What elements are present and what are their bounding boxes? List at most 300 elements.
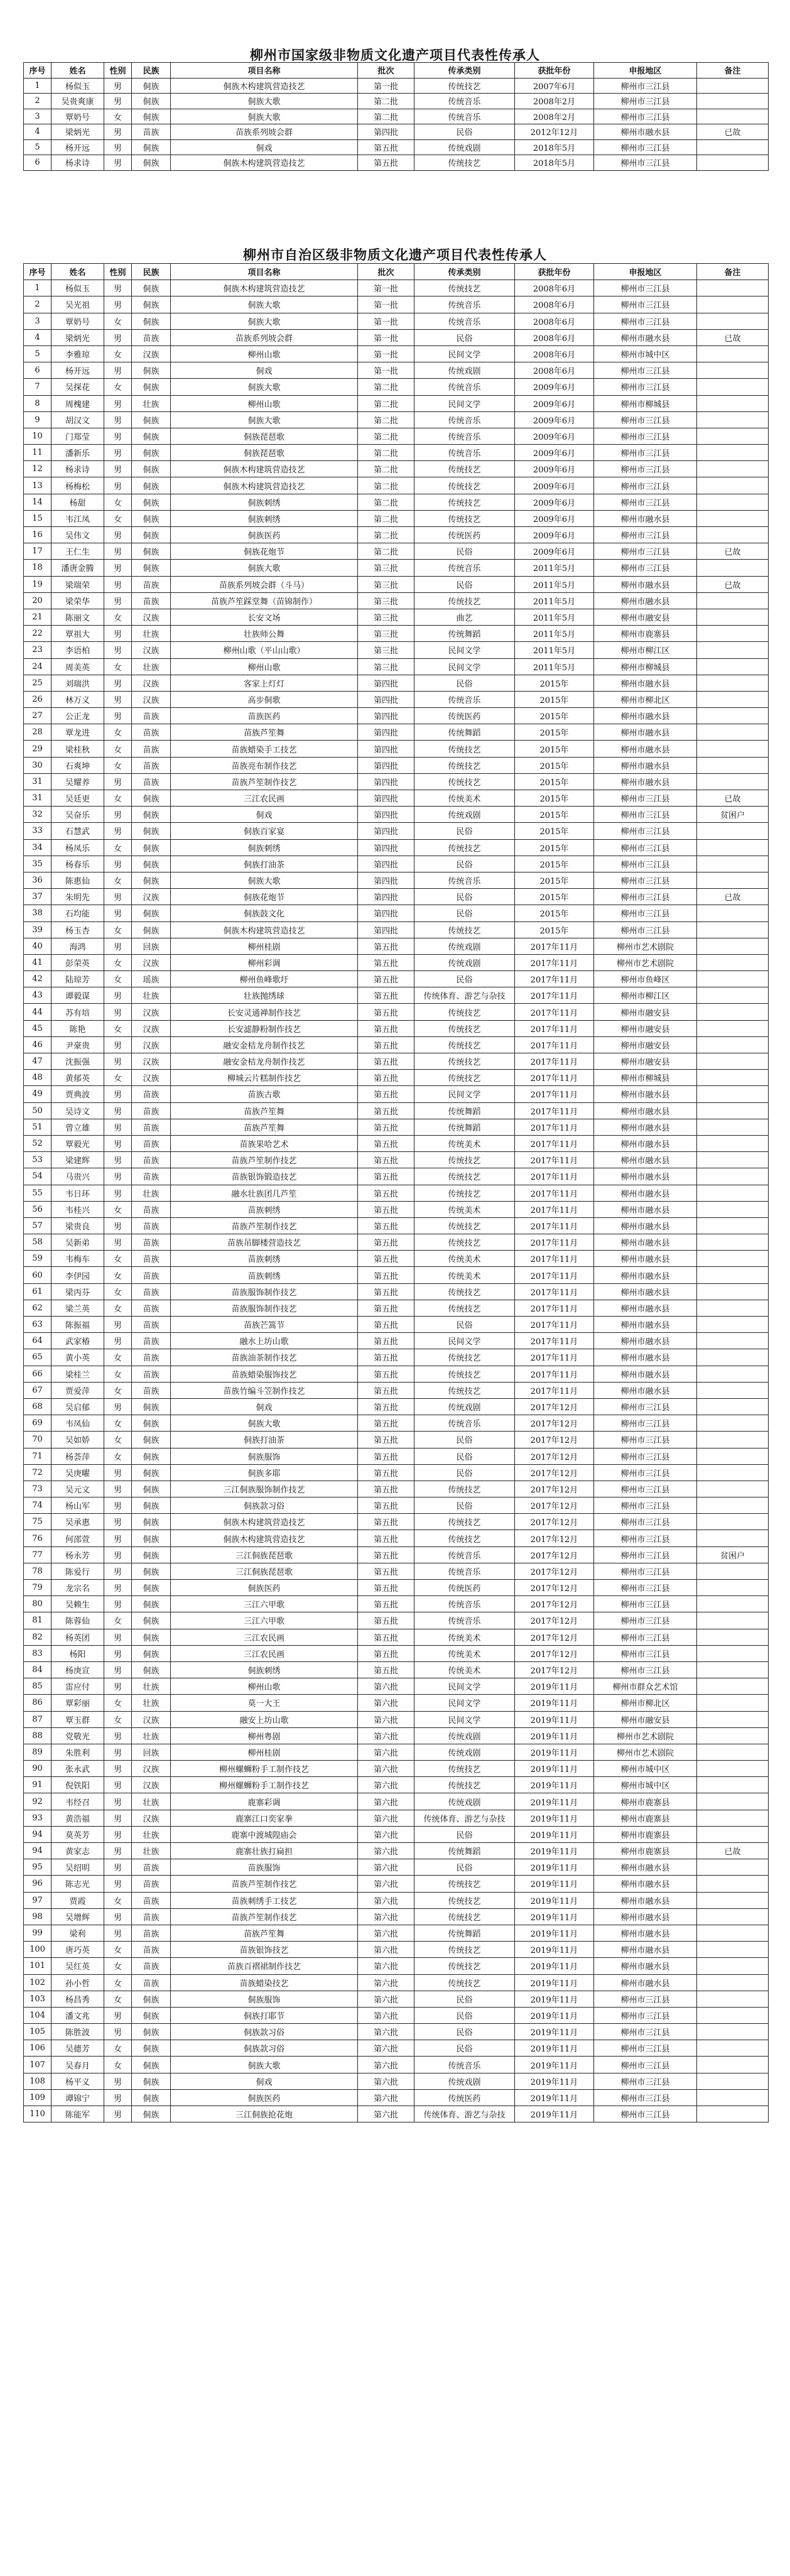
cell-index: 43 [24, 987, 51, 1004]
cell-project: 鹿寨壮族打扁担 [171, 1843, 358, 1859]
table-row [24, 592, 769, 609]
column-header-category: 传承类别 [414, 264, 515, 280]
cell-ethnicity: 壮族 [132, 1793, 171, 1810]
cell-project: 侗戏 [171, 1398, 358, 1415]
cell-year: 2017年11月 [515, 1119, 594, 1135]
cell-gender: 男 [104, 1810, 132, 1826]
cell-remark [697, 1366, 769, 1382]
cell-project: 苗族刺绣 [171, 1251, 358, 1267]
cell-name: 覃玉群 [51, 1711, 104, 1727]
cell-remark [697, 1217, 769, 1234]
cell-name: 李伊园 [51, 1267, 104, 1283]
cell-year: 2011年5月 [515, 642, 594, 658]
cell-region: 柳州市柳北区 [594, 691, 697, 707]
cell-batch: 第二批 [358, 445, 414, 461]
cell-remark [697, 1185, 769, 1201]
cell-name: 陈能军 [51, 2106, 104, 2122]
cell-region: 柳州市三江县 [594, 78, 697, 94]
cell-ethnicity: 苗族 [132, 576, 171, 592]
cell-year: 2019年11月 [515, 1876, 594, 1892]
column-header-index: 序号 [24, 264, 51, 280]
cell-ethnicity: 回族 [132, 1744, 171, 1760]
cell-remark [697, 1974, 769, 1991]
cell-project: 苗族系列坡会群 [171, 329, 358, 345]
cell-remark [697, 1810, 769, 1826]
cell-region: 柳州市融安县 [594, 1711, 697, 1727]
cell-ethnicity: 苗族 [132, 1283, 171, 1300]
cell-ethnicity: 侗族 [132, 1481, 171, 1497]
cell-batch: 第四批 [358, 741, 414, 757]
cell-region: 柳州市融水县 [594, 1201, 697, 1217]
cell-year: 2017年12月 [515, 1464, 594, 1481]
cell-remark [697, 280, 769, 296]
cell-name: 曾立雄 [51, 1119, 104, 1135]
cell-region: 柳州市群众艺术馆 [594, 1678, 697, 1695]
table-row [24, 1317, 769, 1333]
cell-ethnicity: 苗族 [132, 773, 171, 790]
cell-gender: 女 [104, 1432, 132, 1448]
cell-region: 柳州市柳城县 [594, 1070, 697, 1086]
table-row [24, 527, 769, 543]
cell-name: 杨似玉 [51, 78, 104, 94]
cell-ethnicity: 壮族 [132, 1678, 171, 1695]
cell-name: 林万义 [51, 691, 104, 707]
cell-category: 传统技艺 [414, 1942, 515, 1958]
cell-remark [697, 1251, 769, 1267]
cell-gender: 男 [104, 1234, 132, 1251]
cell-index: 97 [24, 1892, 51, 1908]
cell-gender: 男 [104, 807, 132, 823]
cell-batch: 第五批 [358, 1645, 414, 1661]
cell-remark [697, 1793, 769, 1810]
cell-batch: 第六批 [358, 1908, 414, 1925]
cell-year: 2018年5月 [515, 155, 594, 171]
cell-region: 柳州市三江县 [594, 1530, 697, 1546]
cell-name: 潘唐金腾 [51, 560, 104, 576]
cell-category: 传统医药 [414, 708, 515, 724]
cell-remark [697, 938, 769, 954]
table-row [24, 691, 769, 707]
cell-gender: 男 [104, 889, 132, 905]
cell-remark [697, 1349, 769, 1366]
cell-gender: 男 [104, 1168, 132, 1185]
cell-gender: 女 [104, 2057, 132, 2073]
cell-project: 柳州山歌 [171, 1678, 358, 1695]
cell-name: 吴元文 [51, 1481, 104, 1497]
table-header-row [24, 63, 769, 79]
cell-category: 传统技艺 [414, 1300, 515, 1316]
cell-gender: 女 [104, 1612, 132, 1629]
cell-category: 传统戏剧 [414, 938, 515, 954]
cell-category: 民俗 [414, 856, 515, 872]
cell-batch: 第五批 [358, 1464, 414, 1481]
cell-index: 38 [24, 905, 51, 921]
cell-gender: 男 [104, 1036, 132, 1053]
table-row [24, 1661, 769, 1678]
cell-region: 柳州市三江县 [594, 1612, 697, 1629]
cell-index: 81 [24, 1612, 51, 1629]
cell-year: 2007年6月 [515, 78, 594, 94]
cell-region: 柳州市三江县 [594, 1464, 697, 1481]
cell-gender: 男 [104, 1317, 132, 1333]
cell-ethnicity: 苗族 [132, 708, 171, 724]
cell-index: 26 [24, 691, 51, 707]
cell-remark [697, 1398, 769, 1415]
cell-gender: 女 [104, 1942, 132, 1958]
cell-batch: 第五批 [358, 1333, 414, 1349]
cell-category: 传统医药 [414, 2089, 515, 2106]
cell-index: 14 [24, 494, 51, 510]
cell-name: 杨开远 [51, 139, 104, 155]
table-row [24, 1432, 769, 1448]
cell-region: 柳州市柳城县 [594, 395, 697, 411]
cell-name: 陈艳 [51, 1020, 104, 1036]
cell-index: 41 [24, 954, 51, 970]
cell-remark [697, 1596, 769, 1612]
cell-category: 传统技艺 [414, 1382, 515, 1398]
cell-ethnicity: 侗族 [132, 445, 171, 461]
cell-ethnicity: 侗族 [132, 2024, 171, 2040]
cell-remark [697, 1744, 769, 1760]
cell-batch: 第五批 [358, 1366, 414, 1382]
cell-region: 柳州市艺术剧院 [594, 954, 697, 970]
cell-project: 融水上坊山歌 [171, 1333, 358, 1349]
cell-gender: 男 [104, 139, 132, 155]
cell-remark [697, 2106, 769, 2122]
table-row [24, 1398, 769, 1415]
cell-region: 柳州市融水县 [594, 773, 697, 790]
cell-category: 传统技艺 [414, 1908, 515, 1925]
cell-batch: 第一批 [358, 329, 414, 345]
cell-name: 潘新乐 [51, 445, 104, 461]
cell-category: 民俗 [414, 889, 515, 905]
cell-year: 2019年11月 [515, 1695, 594, 1711]
table-row [24, 543, 769, 560]
cell-region: 柳州市融水县 [594, 1333, 697, 1349]
cell-index: 54 [24, 1168, 51, 1185]
table-row [24, 411, 769, 428]
cell-gender: 男 [104, 1925, 132, 1941]
cell-ethnicity: 壮族 [132, 658, 171, 675]
cell-remark [697, 1300, 769, 1316]
cell-year: 2017年11月 [515, 1234, 594, 1251]
cell-batch: 第五批 [358, 1152, 414, 1168]
cell-category: 传统音乐 [414, 1612, 515, 1629]
cell-category: 民俗 [414, 971, 515, 987]
cell-name: 谭毅谋 [51, 987, 104, 1004]
cell-year: 2015年 [515, 757, 594, 773]
table-row [24, 477, 769, 494]
cell-index: 47 [24, 1053, 51, 1070]
cell-name: 梁利 [51, 1925, 104, 1941]
cell-category: 传统技艺 [414, 1004, 515, 1020]
cell-name: 杨凤乐 [51, 839, 104, 856]
cell-category: 民俗 [414, 1317, 515, 1333]
cell-index: 78 [24, 1563, 51, 1579]
cell-batch: 第二批 [358, 494, 414, 510]
cell-name: 吴庚曜 [51, 1464, 104, 1481]
cell-index: 53 [24, 1152, 51, 1168]
cell-region: 柳州市鹿寨县 [594, 626, 697, 642]
table-row [24, 1711, 769, 1727]
cell-ethnicity: 苗族 [132, 124, 171, 140]
cell-project: 柳州粤剧 [171, 1727, 358, 1744]
cell-region: 柳州市三江县 [594, 560, 697, 576]
cell-year: 2015年 [515, 691, 594, 707]
table-row [24, 1810, 769, 1826]
cell-year: 2017年12月 [515, 1580, 594, 1596]
cell-gender: 女 [104, 1349, 132, 1366]
cell-remark [697, 1004, 769, 1020]
cell-gender: 男 [104, 155, 132, 171]
cell-project: 侗族款习俗 [171, 1497, 358, 1514]
cell-year: 2019年11月 [515, 1974, 594, 1991]
table-row [24, 1053, 769, 1070]
cell-ethnicity: 苗族 [132, 1201, 171, 1217]
cell-index: 56 [24, 1201, 51, 1217]
cell-region: 柳州市融安县 [594, 1053, 697, 1070]
cell-name: 苏有培 [51, 1004, 104, 1020]
cell-ethnicity: 侗族 [132, 1464, 171, 1481]
cell-year: 2009年6月 [515, 379, 594, 395]
cell-ethnicity: 侗族 [132, 1415, 171, 1432]
cell-batch: 第四批 [358, 675, 414, 691]
cell-gender: 女 [104, 2040, 132, 2057]
cell-remark [697, 1612, 769, 1629]
cell-project: 三江侗族琵琶歌 [171, 1546, 358, 1563]
cell-project: 侗戏 [171, 807, 358, 823]
cell-batch: 第五批 [358, 1497, 414, 1514]
cell-name: 韦凤仙 [51, 1415, 104, 1432]
cell-ethnicity: 苗族 [132, 1267, 171, 1283]
cell-category: 传统美术 [414, 1661, 515, 1678]
cell-batch: 第五批 [358, 1135, 414, 1151]
cell-year: 2017年11月 [515, 1020, 594, 1036]
cell-project: 三江侗族抢花炮 [171, 2106, 358, 2122]
cell-region: 柳州市三江县 [594, 2057, 697, 2073]
cell-category: 传统美术 [414, 1629, 515, 1645]
cell-project: 苗族芦笙制作技艺 [171, 1908, 358, 1925]
cell-batch: 第五批 [358, 1317, 414, 1333]
cell-name: 石爽坤 [51, 757, 104, 773]
cell-region: 柳州市融水县 [594, 576, 697, 592]
cell-gender: 女 [104, 1892, 132, 1908]
cell-region: 柳州市融水县 [594, 1135, 697, 1151]
cell-name: 门郑莹 [51, 428, 104, 444]
table-row [24, 1349, 769, 1366]
cell-project: 侗族服饰 [171, 1991, 358, 2007]
cell-gender: 男 [104, 626, 132, 642]
cell-year: 2019年11月 [515, 1942, 594, 1958]
cell-gender: 女 [104, 1070, 132, 1086]
cell-region: 柳州市融水县 [594, 1267, 697, 1283]
cell-batch: 第五批 [358, 1267, 414, 1283]
cell-region: 柳州市融水县 [594, 1168, 697, 1185]
cell-category: 民间文学 [414, 1678, 515, 1695]
cell-remark [697, 971, 769, 987]
cell-category: 传统音乐 [414, 411, 515, 428]
table-row [24, 1036, 769, 1053]
table-row [24, 1761, 769, 1777]
cell-year: 2009年6月 [515, 510, 594, 526]
table-row [24, 2106, 769, 2122]
cell-index: 55 [24, 1185, 51, 1201]
cell-gender: 女 [104, 345, 132, 362]
cell-name: 覃祖大 [51, 626, 104, 642]
cell-remark [697, 1530, 769, 1546]
cell-year: 2017年11月 [515, 1086, 594, 1102]
cell-index: 92 [24, 1793, 51, 1810]
cell-project: 苗族芦笙制作技艺 [171, 1217, 358, 1234]
cell-gender: 男 [104, 1678, 132, 1695]
cell-category: 传统技艺 [414, 1217, 515, 1234]
cell-remark [697, 773, 769, 790]
cell-year: 2017年11月 [515, 1152, 594, 1168]
cell-remark [697, 1645, 769, 1661]
cell-index: 106 [24, 2040, 51, 2057]
cell-index: 30 [24, 757, 51, 773]
cell-remark [697, 741, 769, 757]
cell-batch: 第六批 [358, 2024, 414, 2040]
cell-project: 侗族打油茶 [171, 856, 358, 872]
cell-category: 传统技艺 [414, 1892, 515, 1908]
cell-year: 2009年6月 [515, 543, 594, 560]
cell-region: 柳州市三江县 [594, 1398, 697, 1415]
cell-project: 柳州鱼峰歌圩 [171, 971, 358, 987]
cell-name: 孙小哲 [51, 1974, 104, 1991]
cell-name: 尹豪贵 [51, 1036, 104, 1053]
cell-project: 苗族蜡染服饰技艺 [171, 1366, 358, 1382]
cell-name: 杨荟萍 [51, 1448, 104, 1464]
cell-gender: 男 [104, 445, 132, 461]
cell-category: 传统音乐 [414, 94, 515, 109]
table-row [24, 362, 769, 379]
cell-ethnicity: 壮族 [132, 395, 171, 411]
cell-batch: 第四批 [358, 807, 414, 823]
cell-project: 柳州螺蛳粉手工制作技艺 [171, 1777, 358, 1793]
cell-index: 85 [24, 1678, 51, 1695]
cell-batch: 第五批 [358, 1546, 414, 1563]
cell-ethnicity: 侗族 [132, 921, 171, 938]
cell-remark [697, 954, 769, 970]
cell-project: 侗族花炮节 [171, 889, 358, 905]
cell-category: 传统音乐 [414, 1546, 515, 1563]
cell-project: 莫一大王 [171, 1695, 358, 1711]
cell-category: 传统音乐 [414, 2057, 515, 2073]
cell-index: 7 [24, 379, 51, 395]
column-header-remark: 备注 [697, 63, 769, 79]
table-row [24, 987, 769, 1004]
table-row [24, 1366, 769, 1382]
table-row [24, 510, 769, 526]
cell-gender: 女 [104, 1283, 132, 1300]
cell-project: 侗族大歌 [171, 872, 358, 888]
cell-batch: 第五批 [358, 1086, 414, 1102]
cell-region: 柳州市三江县 [594, 856, 697, 872]
cell-remark [697, 1333, 769, 1349]
cell-category: 传统技艺 [414, 1761, 515, 1777]
cell-ethnicity: 苗族 [132, 1859, 171, 1876]
cell-remark [697, 1991, 769, 2007]
cell-ethnicity: 侗族 [132, 379, 171, 395]
cell-remark [697, 987, 769, 1004]
cell-project: 侗族鼓文化 [171, 905, 358, 921]
cell-project: 侗族木构建筑营造技艺 [171, 1530, 358, 1546]
cell-gender: 男 [104, 1661, 132, 1678]
column-header-batch: 批次 [358, 264, 414, 280]
cell-remark [697, 1317, 769, 1333]
cell-region: 柳州市融水县 [594, 1876, 697, 1892]
cell-batch: 第四批 [358, 790, 414, 807]
cell-ethnicity: 侗族 [132, 1580, 171, 1596]
table-row [24, 329, 769, 345]
cell-ethnicity: 侗族 [132, 155, 171, 171]
cell-year: 2015年 [515, 773, 594, 790]
cell-category: 传统美术 [414, 1201, 515, 1217]
table-row [24, 1333, 769, 1349]
cell-batch: 第四批 [358, 757, 414, 773]
cell-ethnicity: 侗族 [132, 2040, 171, 2057]
cell-batch: 第五批 [358, 1349, 414, 1366]
cell-name: 杨阳 [51, 1645, 104, 1661]
cell-index: 39 [24, 921, 51, 938]
cell-name: 吴伟文 [51, 527, 104, 543]
cell-index: 19 [24, 576, 51, 592]
cell-region: 柳州市三江县 [594, 2040, 697, 2057]
cell-name: 吴增辉 [51, 1908, 104, 1925]
table-row [24, 1826, 769, 1842]
cell-ethnicity: 苗族 [132, 741, 171, 757]
cell-category: 传统音乐 [414, 379, 515, 395]
cell-region: 柳州市融水县 [594, 1300, 697, 1316]
cell-batch: 第二批 [358, 527, 414, 543]
cell-category: 民间文学 [414, 395, 515, 411]
cell-year: 2008年2月 [515, 94, 594, 109]
cell-region: 柳州市三江县 [594, 872, 697, 888]
cell-year: 2017年11月 [515, 938, 594, 954]
cell-name: 黄家志 [51, 1843, 104, 1859]
cell-ethnicity: 侗族 [132, 477, 171, 494]
cell-region: 柳州市融水县 [594, 1908, 697, 1925]
cell-category: 传统医药 [414, 1580, 515, 1596]
cell-name: 石均能 [51, 905, 104, 921]
cell-ethnicity: 汉族 [132, 642, 171, 658]
table-row [24, 905, 769, 921]
cell-remark [697, 461, 769, 477]
cell-batch: 第三批 [358, 576, 414, 592]
column-header-year: 获批年份 [515, 63, 594, 79]
cell-gender: 男 [104, 1563, 132, 1579]
cell-ethnicity: 侗族 [132, 78, 171, 94]
cell-gender: 男 [104, 1333, 132, 1349]
cell-region: 柳州市三江县 [594, 2024, 697, 2040]
cell-project: 侗族木构建筑营造技艺 [171, 461, 358, 477]
cell-ethnicity: 汉族 [132, 345, 171, 362]
cell-remark: 贫困户 [697, 807, 769, 823]
cell-remark [697, 1086, 769, 1102]
cell-name: 韦日环 [51, 1185, 104, 1201]
cell-project: 苗族蜡染技艺 [171, 1974, 358, 1991]
cell-index: 4 [24, 124, 51, 140]
cell-category: 传统音乐 [414, 428, 515, 444]
cell-name: 刘瑞洪 [51, 675, 104, 691]
cell-category: 传统技艺 [414, 78, 515, 94]
cell-name: 杨庚宣 [51, 1661, 104, 1678]
cell-ethnicity: 侗族 [132, 527, 171, 543]
cell-category: 民俗 [414, 2040, 515, 2057]
cell-year: 2019年11月 [515, 1958, 594, 1974]
cell-gender: 男 [104, 94, 132, 109]
